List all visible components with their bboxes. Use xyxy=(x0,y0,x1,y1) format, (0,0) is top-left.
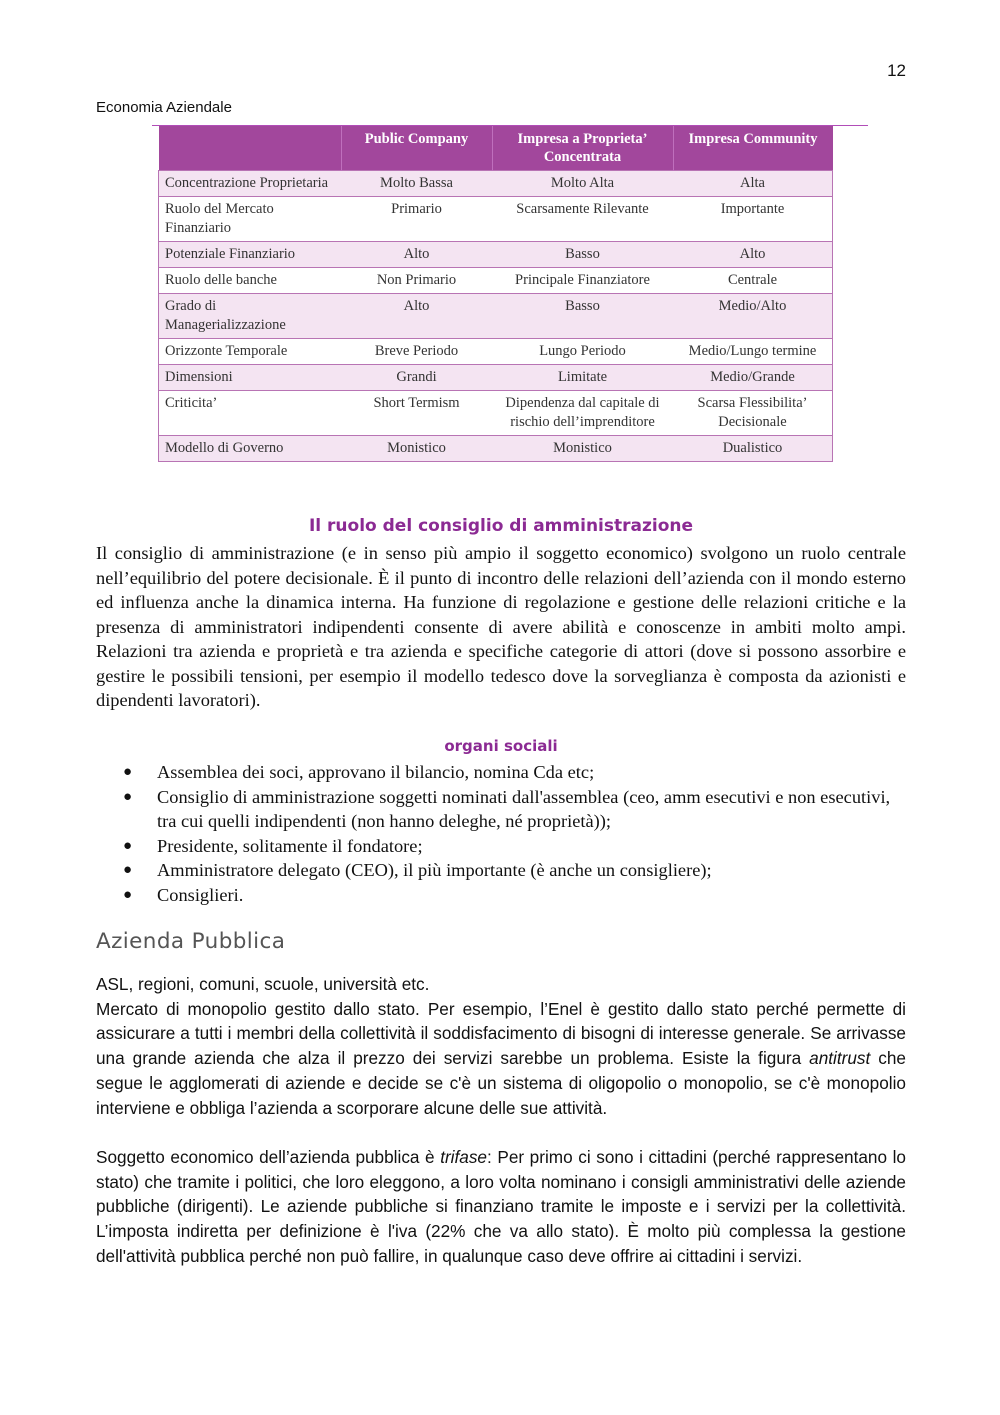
table-cell: Molto Alta xyxy=(492,171,673,197)
table-row xyxy=(159,391,833,436)
table-header-row xyxy=(159,125,833,171)
table-row xyxy=(159,436,833,462)
table-row xyxy=(159,268,833,294)
row-label: Ruolo delle banche xyxy=(159,268,342,294)
table-row xyxy=(159,339,833,365)
page-number: 12 xyxy=(887,61,906,80)
list-item-text: Presidente, solitamente il fondatore; xyxy=(157,835,423,856)
table-cell: Importante xyxy=(673,197,833,242)
row-label: Potenziale Finanziario xyxy=(159,242,342,268)
emphasis-trifase: trifase xyxy=(440,1146,487,1167)
table-cell: Dipendenza dal capitale di rischio dell’imprenditore xyxy=(492,391,673,436)
comparison-table-wrapper xyxy=(158,125,850,462)
table-cell: Medio/Grande xyxy=(673,365,833,391)
section-heading-azienda-pubblica: Azienda Pubblica xyxy=(96,929,286,954)
paragraph-text: : Per primo ci sono i cittadini (perché rappresentano lo stato) che tramite i politici, che loro eleggono, a loro volta nominano i consigli amministrativi delle aziende pubbliche (dirigenti). Le aziende pubbliche si finanziano tramite le imposte e i servizi per la collettività. L’imposta indiretta per definizione è l'iva (22% che va allo stato). È molto più complessa la gestione dell'attività pubblica perché non può fallire, in qualunque caso deve offrire ai cittadini i servizi. xyxy=(96,1146,906,1266)
table-cell: Limitate xyxy=(492,365,673,391)
table-cell: Lungo Periodo xyxy=(492,339,673,365)
paragraph-text: Soggetto economico dell’azienda pubblica è xyxy=(96,1146,441,1167)
table-row xyxy=(159,171,833,197)
row-label: Dimensioni xyxy=(159,365,342,391)
list-item-text: Amministratore delegato (CEO), il più importante (è anche un consigliere); xyxy=(157,860,712,880)
section-title-organi: organi sociali xyxy=(444,737,558,755)
paragraph-mercato xyxy=(96,997,906,1121)
bullet-icon: ● xyxy=(123,886,133,903)
table-cell: Medio/Lungo termine xyxy=(673,339,833,365)
table-row xyxy=(159,242,833,268)
table-cell: Monistico xyxy=(492,436,673,462)
paragraph-cda: Il consiglio di amministrazione (e in senso più ampio il soggetto economico) svolgono un ruolo centrale nell’equilibrio del potere decisionale. È il punto di incontro delle relazioni dell’azienda con il mondo esterno ed influenza anche la dinamica interna. Ha funzione di regolazione e gestione delle relazioni critiche e la presenza di amministratori indipendenti consente di avere abilità e conoscenze in ambiti molto ampi. Relazioni tra azienda e proprietà e tra azienda e specifiche categorie di attori (dove si possono assorbire e gestire le possibili tensioni, per esempio il modello tedesco dove la sorveglianza è composta da azionisti e dipendenti lavoratori). xyxy=(96,543,906,710)
table-row xyxy=(159,197,833,242)
list-item xyxy=(96,883,906,908)
table-cell: Dualistico xyxy=(673,436,833,462)
table-cell: Non Primario xyxy=(341,268,492,294)
section-title-cda: Il ruolo del consiglio di amministrazione xyxy=(308,516,694,536)
table-cell: Alto xyxy=(341,294,492,339)
paragraph-text: che segue le agglomerati di aziende e decide se c'è un sistema di oligopolio o monopolio, se c'è monopolio interviene e obbliga l’azienda a scorporare alcune delle sue attività. xyxy=(96,1048,906,1118)
paragraph-text: Mercato di monopolio gestito dallo stato. Per esempio, l’Enel è gestito dallo stato perché permette di assicurare a tutti i membri della collettività il soddisfacimento di bisogni di interesse generale. Se arrivasse una grande azienda che alza il prezzo dei servizi sarebbe un problema. Esiste la figura xyxy=(96,998,906,1069)
list-item xyxy=(96,785,906,834)
row-label: Ruolo del Mercato Finanziario xyxy=(159,197,342,242)
bullet-icon: ● xyxy=(123,788,133,805)
table-header-cell xyxy=(159,125,342,171)
table-cell: Alta xyxy=(673,171,833,197)
table-cell: Basso xyxy=(492,242,673,268)
row-label: Grado di Managerializzazione xyxy=(159,294,342,339)
table-header-cell: Impresa Community xyxy=(673,125,833,171)
paragraph-soggetto xyxy=(96,1145,906,1269)
list-item xyxy=(96,760,906,785)
table-cell: Basso xyxy=(492,294,673,339)
bullet-icon: ● xyxy=(123,764,133,780)
organi-list xyxy=(96,760,906,907)
bullet-icon: ● xyxy=(123,837,133,854)
table-cell: Medio/Alto xyxy=(673,294,833,339)
list-item xyxy=(96,834,906,859)
table-cell: Grandi xyxy=(341,365,492,391)
emphasis-antitrust: antitrust xyxy=(809,1048,871,1069)
table-cell: Short Termism xyxy=(341,391,492,436)
table-cell: Primario xyxy=(341,197,492,242)
table-cell: Principale Finanziatore xyxy=(492,268,673,294)
row-label: Criticita’ xyxy=(159,391,342,436)
table-header-cell: Public Company xyxy=(341,125,492,171)
row-label: Orizzonte Temporale xyxy=(159,339,342,365)
table-cell: Alto xyxy=(341,242,492,268)
table-row xyxy=(159,365,833,391)
row-label: Modello di Governo xyxy=(159,436,342,462)
table-cell: Breve Periodo xyxy=(341,339,492,365)
table-cell: Scarsa Flessibilita’ Decisionale xyxy=(673,391,833,436)
table-cell: Alto xyxy=(673,242,833,268)
table-cell: Monistico xyxy=(341,436,492,462)
table-cell: Molto Bassa xyxy=(341,171,492,197)
table-cell: Scarsamente Rilevante xyxy=(492,197,673,242)
row-label: Concentrazione Proprietaria xyxy=(159,171,342,197)
list-item-text: Consiglio di amministrazione soggetti nominati dall'assemblea (ceo, amm esecutivi e non esecutivi, tra cui quelli indipendenti (non hanno deleghe, né proprietà)); xyxy=(157,786,891,831)
list-item-text: Assemblea dei soci, approvano il bilancio, nomina Cda etc; xyxy=(157,762,595,782)
comparison-table xyxy=(158,125,833,462)
bullet-icon: ● xyxy=(123,862,133,878)
table-row xyxy=(159,294,833,339)
list-item-text: Consiglieri. xyxy=(157,884,244,905)
header-title: Economia Aziendale xyxy=(96,99,232,116)
list-item xyxy=(96,858,906,883)
table-header-cell: Impresa a Proprieta’ Concentrata xyxy=(492,125,673,171)
table-cell: Centrale xyxy=(673,268,833,294)
paragraph-asl: ASL, regioni, comuni, scuole, università etc. xyxy=(96,974,430,994)
